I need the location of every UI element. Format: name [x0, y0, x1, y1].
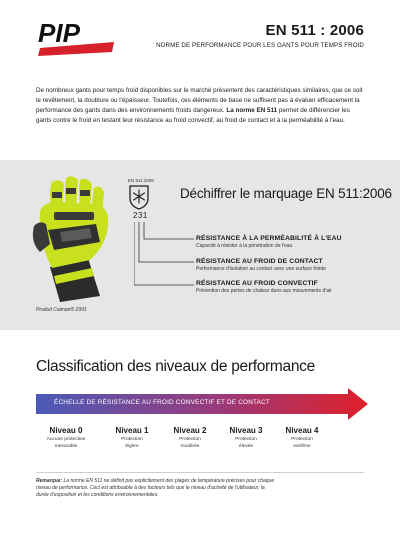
marking-code: EN 511:2006 [128, 178, 154, 183]
level-name: Niveau 2 [173, 426, 207, 435]
level-desc-line2: modérée [180, 443, 200, 449]
level-desc-line1: Protection [291, 437, 313, 442]
intro-text-bold: La norme EN 511 [226, 107, 278, 114]
divider [36, 472, 364, 473]
water-permeability-desc: Capacité à résister à la pénétration de l'eau [196, 243, 293, 249]
level-name: Niveau 4 [285, 426, 319, 435]
classification-title: Classification des niveaux de performance [36, 358, 315, 375]
arrow-label: ÉCHELLE DE RÉSISTANCE AU FROID CONVECTIF ET DE CONTACT [54, 399, 271, 406]
level-desc-line1: Protection [121, 437, 143, 442]
contact-cold-row [196, 258, 396, 272]
product-caption: Produit Caiman® 2991 [36, 307, 87, 313]
level-desc-line2: élevée [238, 443, 254, 449]
level-name: Niveau 3 [229, 426, 263, 435]
standard-subtitle: NORME DE PERFORMANCE POUR LES GANTS POUR TEMPS FROID [156, 42, 364, 49]
level-desc-line1: Aucune protection [46, 437, 86, 442]
intro-text-1: De nombreux gants pour temps froid disponibles sur le marché présentent des caractéristiques similaires, que ce soit le revêtement, la doublure ou l'épaisseur. Toutefois, ces éléments de base ne suffisent pas à évaluer efficacement la performance des gants dans des environnements froids dangereux. [36, 87, 363, 114]
level-name: Niveau 0 [49, 426, 83, 435]
contact-cold-desc: Performance d'isolation au contact avec une surface froide [196, 266, 326, 272]
level-desc-line2: légère [125, 443, 139, 449]
level-0 [36, 426, 96, 450]
level-desc-line1: Protection [179, 437, 201, 442]
remark-note [36, 478, 276, 500]
convective-cold-title: RÉSISTANCE AU FROID CONVECTIF [196, 280, 318, 287]
level-2 [160, 426, 220, 450]
level-4 [272, 426, 332, 450]
level-1 [102, 426, 162, 450]
water-permeability-row [196, 235, 396, 249]
intro-paragraph [36, 86, 366, 126]
contact-cold-title: RÉSISTANCE AU FROID DE CONTACT [196, 258, 323, 265]
remark-label: Remarque: [36, 478, 63, 484]
water-permeability-title: RÉSISTANCE À LA PERMÉABILITÉ À L'EAU [196, 235, 342, 242]
marking-title: Déchiffrer le marquage EN 511:2006 [180, 186, 392, 201]
marking-number: 231 [133, 211, 148, 220]
level-3 [216, 426, 276, 450]
glove-image [30, 172, 125, 302]
standard-title: EN 511 : 2006 [265, 22, 364, 39]
pip-logo [36, 18, 118, 56]
convective-cold-desc: Prévention des pertes de chaleur dues aux mouvements d'air [196, 288, 332, 294]
snowflake-shield-icon [128, 184, 150, 210]
remark-text: La norme EN 511 ne définit pas explicitement des plages de température précises pour chaque niveau de performance. Ceci est attribuable à des facteurs tels que le niveau d'activité de l'utilisateur, la durée d'exposition et les conditions environnementales. [36, 478, 275, 499]
intro-text-2: permet de différencier les gants contre le froid en testant leur résistance au froid convectif, au froid de contact et à la perméabilité à l'eau. [36, 107, 350, 124]
marking-connector-lines [134, 222, 194, 292]
level-desc-line2: mesurable [54, 443, 78, 449]
svg-text:PIP: PIP [38, 18, 80, 48]
page-header [0, 0, 400, 70]
level-desc-line2: extrême [293, 443, 311, 449]
convective-cold-row [196, 280, 396, 294]
level-name: Niveau 1 [115, 426, 149, 435]
level-desc-line1: Protection [235, 437, 257, 442]
